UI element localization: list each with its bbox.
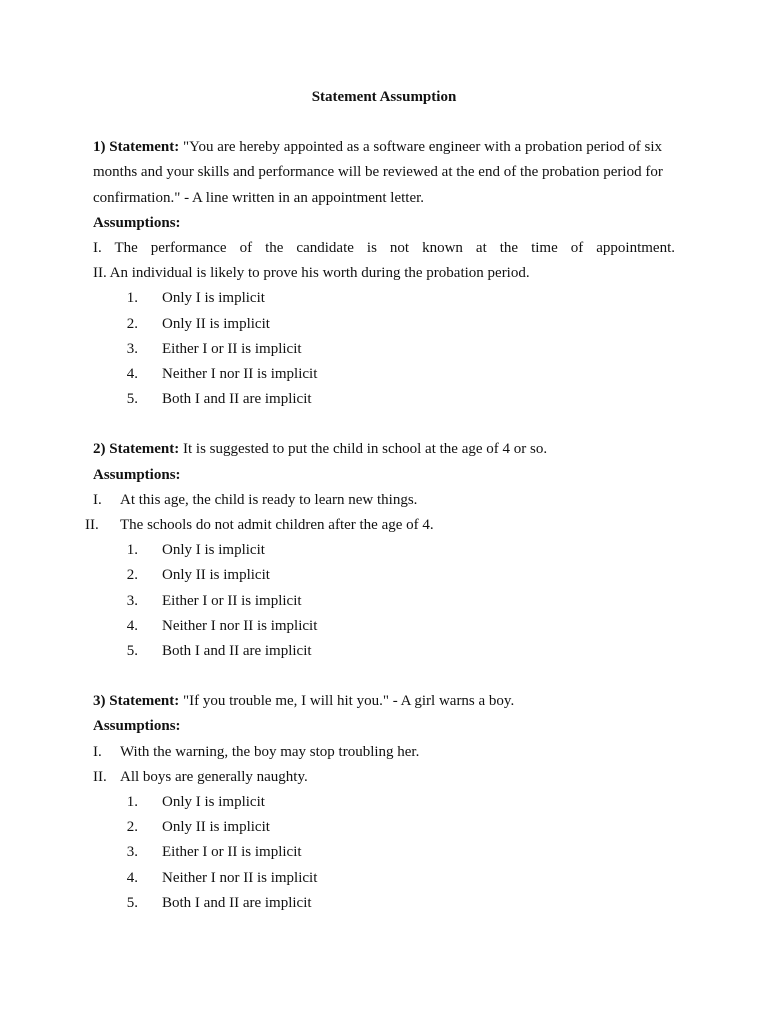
option-item xyxy=(93,866,675,891)
option-item xyxy=(93,790,675,815)
roman-numeral: I. xyxy=(93,743,102,760)
option-number: 5. xyxy=(126,643,138,660)
option-number: 2. xyxy=(126,819,138,836)
option-text: Only II is implicit xyxy=(162,567,270,584)
question-1-options xyxy=(93,286,675,412)
question-2-statement-text: It is suggested to put the child in school at the age of 4 or so. xyxy=(179,441,548,458)
question-3-lead: 3) Statement: xyxy=(93,693,180,710)
option-item xyxy=(93,387,675,412)
question-1-lead: 1) Statement: xyxy=(93,139,180,156)
question-2-assumption-1 xyxy=(93,488,675,513)
document-page xyxy=(85,85,675,941)
option-number: 2. xyxy=(126,567,138,584)
question-3-statement-text: "If you trouble me, I will hit you." - A girl warns a boy. xyxy=(179,693,515,710)
question-2-lead: 2) Statement: xyxy=(93,441,180,458)
option-number: 3. xyxy=(126,592,138,609)
option-item xyxy=(93,614,675,639)
option-text: Either I or II is implicit xyxy=(162,844,302,861)
option-text: Only I is implicit xyxy=(162,290,265,307)
assumption-text: All boys are generally naughty. xyxy=(120,768,308,785)
option-text: Both I and II are implicit xyxy=(162,643,312,660)
option-text: Only I is implicit xyxy=(162,542,265,559)
option-number: 1. xyxy=(126,290,138,307)
option-item xyxy=(93,815,675,840)
option-item xyxy=(93,840,675,865)
question-1-statement-cont-2: confirmation." - A line written in an appointment letter. xyxy=(93,189,425,206)
option-item xyxy=(93,639,675,664)
question-2-assumptions-label: Assumptions: xyxy=(93,466,181,483)
question-2 xyxy=(85,437,675,664)
option-text: Only I is implicit xyxy=(162,794,265,811)
question-3-statement xyxy=(93,689,675,714)
document-title: Statement Assumption xyxy=(311,89,457,105)
option-text: Only II is implicit xyxy=(162,819,270,836)
option-number: 3. xyxy=(126,844,138,861)
question-2-assumption-2 xyxy=(85,513,675,538)
option-item xyxy=(93,337,675,362)
question-1 xyxy=(93,135,675,412)
roman-numeral: II. xyxy=(85,517,99,534)
question-3-assumptions-label: Assumptions: xyxy=(93,718,181,735)
option-text: Either I or II is implicit xyxy=(162,592,302,609)
option-text: Neither I nor II is implicit xyxy=(162,869,318,886)
question-2-options xyxy=(93,538,675,664)
question-3-options xyxy=(93,790,675,916)
option-item xyxy=(93,362,675,387)
question-1-assumptions-label: Assumptions: xyxy=(93,214,181,231)
option-number: 4. xyxy=(126,617,138,634)
roman-numeral: II. xyxy=(93,768,107,785)
option-text: Only II is implicit xyxy=(162,315,270,332)
question-3-assumption-1 xyxy=(93,740,675,765)
question-1-statement-cont-1: months and your skills and performance will be reviewed at the end of the probation period for xyxy=(93,164,663,181)
option-number: 3. xyxy=(126,340,138,357)
assumption-text: At this age, the child is ready to learn new things. xyxy=(120,491,418,508)
question-3-assumption-2 xyxy=(93,765,675,790)
question-2-statement xyxy=(93,437,675,462)
option-text: Neither I nor II is implicit xyxy=(162,366,318,383)
question-3 xyxy=(93,689,675,916)
option-item xyxy=(93,286,675,311)
option-number: 4. xyxy=(126,366,138,383)
option-number: 5. xyxy=(126,894,138,911)
question-1-statement xyxy=(93,135,675,160)
option-text: Neither I nor II is implicit xyxy=(162,617,318,634)
option-number: 1. xyxy=(126,794,138,811)
roman-numeral: I. xyxy=(93,491,102,508)
assumption-text: The schools do not admit children after the age of 4. xyxy=(120,517,434,534)
option-number: 2. xyxy=(126,315,138,332)
option-text: Either I or II is implicit xyxy=(162,340,302,357)
option-number: 5. xyxy=(126,391,138,408)
option-item xyxy=(93,538,675,563)
option-item xyxy=(93,312,675,337)
option-number: 4. xyxy=(126,869,138,886)
question-1-assumption-1: I. The performance of the candidate is not known at the time of appointment. xyxy=(93,240,675,257)
assumption-text: With the warning, the boy may stop troubling her. xyxy=(120,743,420,760)
option-number: 1. xyxy=(126,542,138,559)
question-1-assumption-2: II. An individual is likely to prove his worth during the probation period. xyxy=(93,265,530,282)
option-text: Both I and II are implicit xyxy=(162,391,312,408)
question-1-statement-text: "You are hereby appointed as a software engineer with a probation period of six xyxy=(179,139,663,156)
option-item xyxy=(93,563,675,588)
option-item xyxy=(93,891,675,916)
option-text: Both I and II are implicit xyxy=(162,894,312,911)
option-item xyxy=(93,589,675,614)
